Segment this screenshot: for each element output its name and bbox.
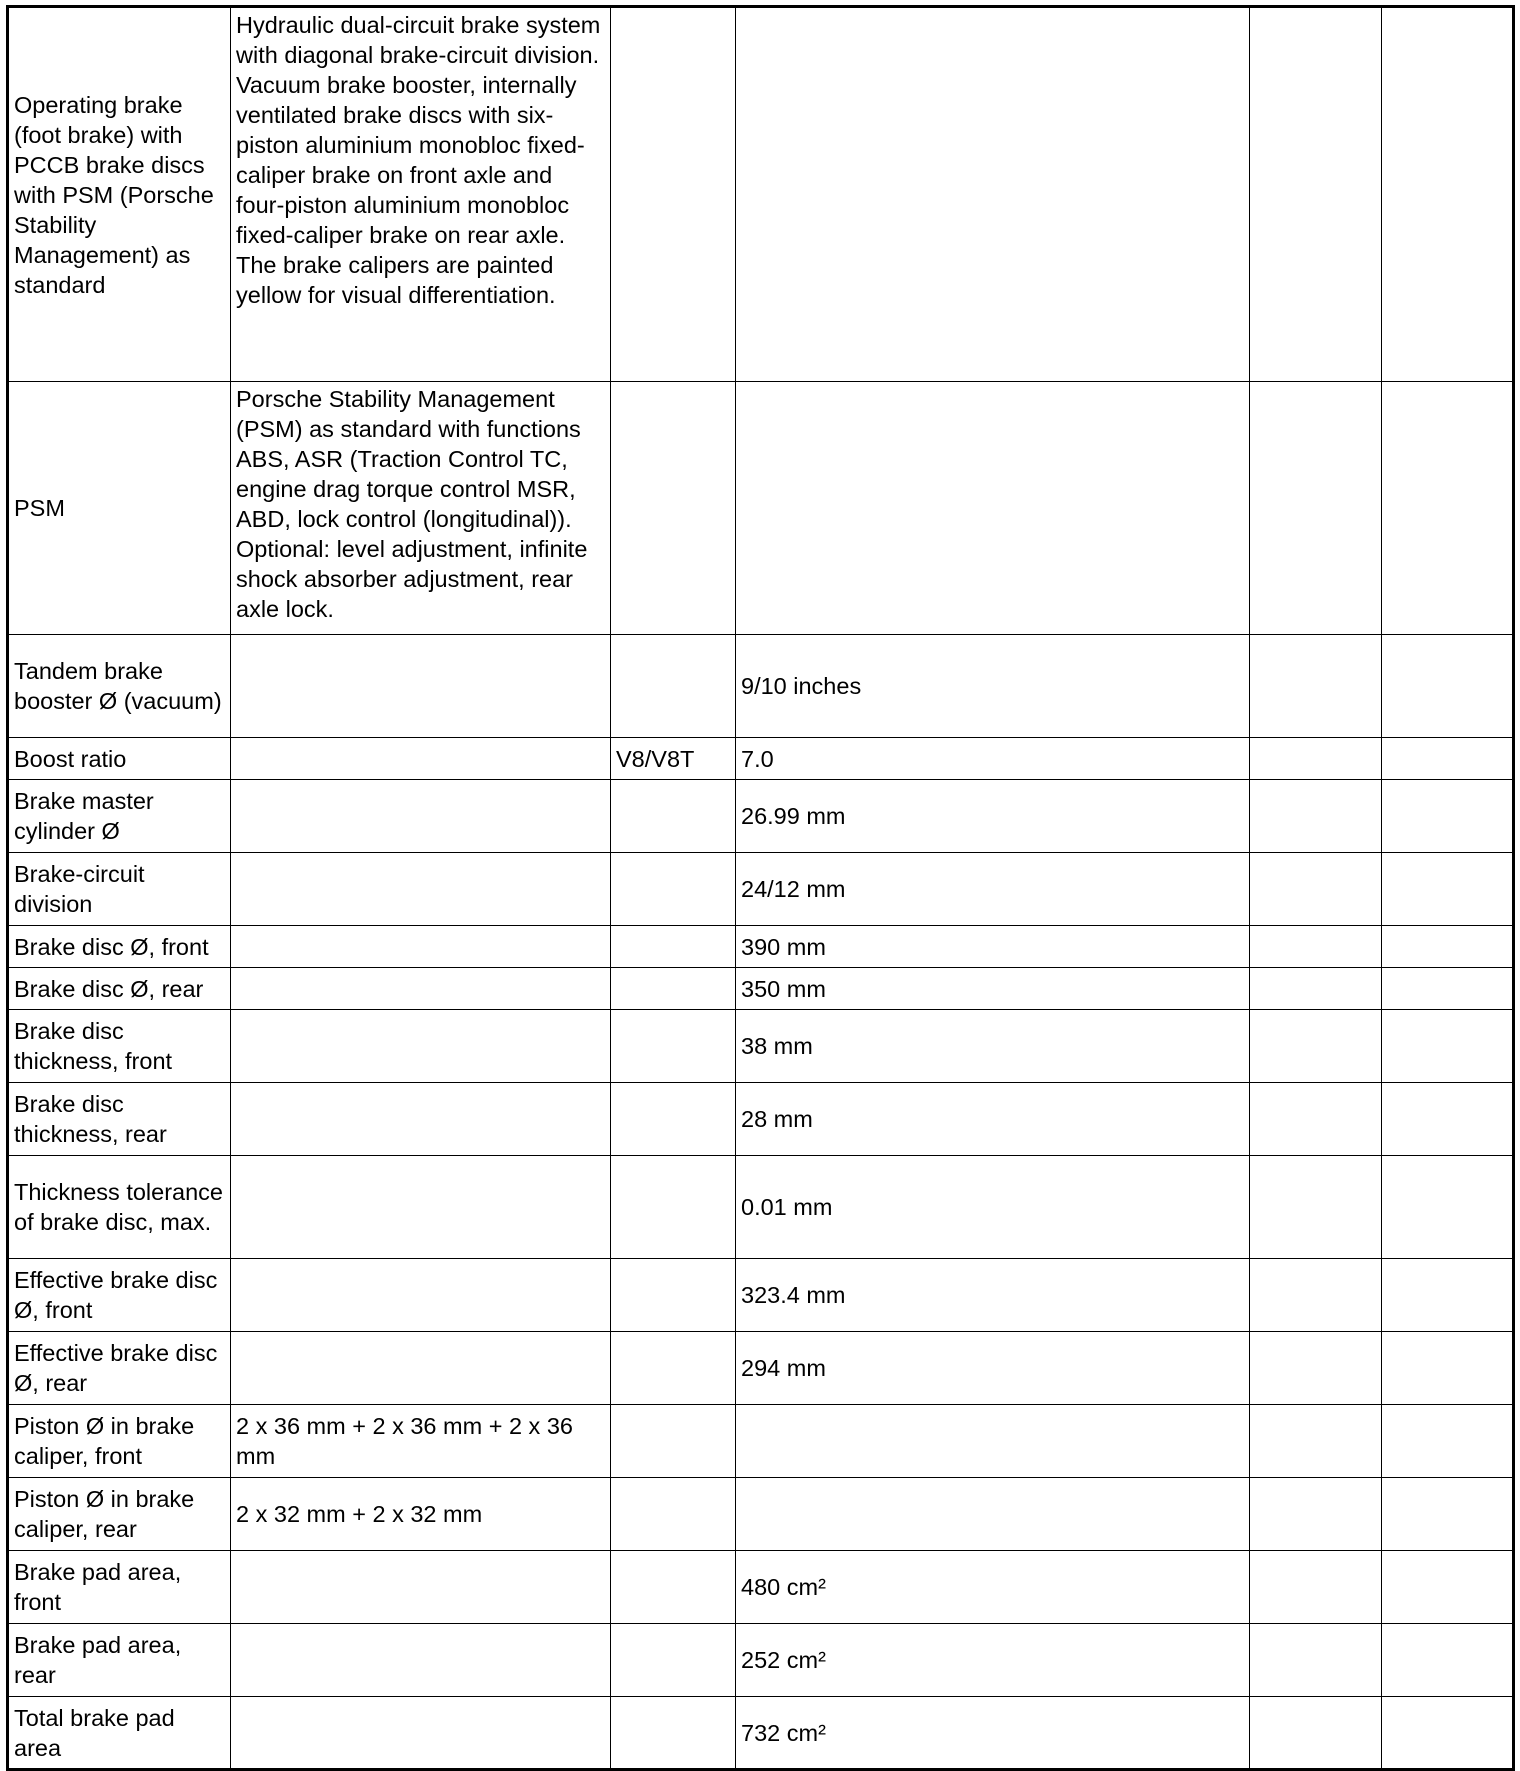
parameter-cell: PSM <box>8 382 231 635</box>
description-cell <box>231 1551 611 1624</box>
parameter-cell: Brake disc thickness, rear <box>8 1083 231 1156</box>
value-cell: 26.99 mm <box>736 780 1250 853</box>
empty-cell <box>1250 635 1382 738</box>
parameter-cell: Total brake pad area <box>8 1697 231 1770</box>
empty-cell <box>1250 1551 1382 1624</box>
table-row <box>8 738 1514 780</box>
value-cell: 38 mm <box>736 1010 1250 1083</box>
empty-cell <box>1250 780 1382 853</box>
empty-cell <box>1382 1551 1514 1624</box>
empty-cell <box>1382 1624 1514 1697</box>
parameter-cell: Boost ratio <box>8 738 231 780</box>
table-row <box>8 1332 1514 1405</box>
engine-cell <box>611 1624 736 1697</box>
table-row <box>8 968 1514 1010</box>
empty-cell <box>1382 968 1514 1010</box>
empty-cell <box>1250 1478 1382 1551</box>
parameter-cell: Brake disc Ø, front <box>8 926 231 968</box>
value-cell: 0.01 mm <box>736 1156 1250 1259</box>
table-row <box>8 780 1514 853</box>
parameter-cell: Brake pad area, rear <box>8 1624 231 1697</box>
description-cell: Hydraulic dual-circuit brake system with diagonal brake-circuit division. Vacuum brake booster, internally ventilated brake discs with six-piston aluminium monobloc fixed-caliper brake on front axle and four-piston aluminium monobloc fixed-caliper brake on rear axle. The brake calipers are painted yellow for visual differentiation. <box>231 7 611 382</box>
parameter-cell: Thickness tolerance of brake disc, max. <box>8 1156 231 1259</box>
table-row <box>8 853 1514 926</box>
table-row <box>8 382 1514 635</box>
value-cell: 7.0 <box>736 738 1250 780</box>
empty-cell <box>1250 1624 1382 1697</box>
empty-cell <box>1250 926 1382 968</box>
empty-cell <box>1382 780 1514 853</box>
parameter-cell: Operating brake (foot brake) with PCCB brake discs with PSM (Porsche Stability Management) as standard <box>8 7 231 382</box>
description-cell <box>231 1697 611 1770</box>
empty-cell <box>1382 7 1514 382</box>
description-cell <box>231 1156 611 1259</box>
value-cell: 294 mm <box>736 1332 1250 1405</box>
parameter-cell: Brake-circuit division <box>8 853 231 926</box>
empty-cell <box>1382 1083 1514 1156</box>
empty-cell <box>1382 1697 1514 1770</box>
value-cell: 28 mm <box>736 1083 1250 1156</box>
value-cell <box>736 7 1250 382</box>
empty-cell <box>1250 1010 1382 1083</box>
engine-cell <box>611 853 736 926</box>
engine-cell <box>611 1405 736 1478</box>
empty-cell <box>1382 1405 1514 1478</box>
parameter-cell: Brake disc Ø, rear <box>8 968 231 1010</box>
empty-cell <box>1250 382 1382 635</box>
table-row <box>8 926 1514 968</box>
value-cell: 9/10 inches <box>736 635 1250 738</box>
value-cell: 732 cm² <box>736 1697 1250 1770</box>
engine-cell <box>611 1259 736 1332</box>
parameter-cell: Brake pad area, front <box>8 1551 231 1624</box>
empty-cell <box>1382 1478 1514 1551</box>
empty-cell <box>1250 1156 1382 1259</box>
description-cell <box>231 1332 611 1405</box>
description-cell: Porsche Stability Management (PSM) as standard with functions ABS, ASR (Traction Control TC, engine drag torque control MSR, ABD, lock control (longitudinal)). Optional: level adjustment, infinite shock absorber adjustment, rear axle lock. <box>231 382 611 635</box>
engine-cell <box>611 780 736 853</box>
description-cell <box>231 635 611 738</box>
empty-cell <box>1250 853 1382 926</box>
empty-cell <box>1382 926 1514 968</box>
empty-cell <box>1382 1332 1514 1405</box>
table-row <box>8 1697 1514 1770</box>
description-cell: 2 x 36 mm + 2 x 36 mm + 2 x 36 mm <box>231 1405 611 1478</box>
engine-cell <box>611 1156 736 1259</box>
parameter-cell: Effective brake disc Ø, front <box>8 1259 231 1332</box>
table-row <box>8 1259 1514 1332</box>
engine-cell <box>611 1083 736 1156</box>
table-row <box>8 635 1514 738</box>
description-cell <box>231 738 611 780</box>
empty-cell <box>1250 7 1382 382</box>
table-row <box>8 1624 1514 1697</box>
description-cell <box>231 1259 611 1332</box>
description-cell <box>231 1083 611 1156</box>
empty-cell <box>1250 1332 1382 1405</box>
engine-cell <box>611 1697 736 1770</box>
parameter-cell: Effective brake disc Ø, rear <box>8 1332 231 1405</box>
empty-cell <box>1382 1156 1514 1259</box>
parameter-cell: Piston Ø in brake caliper, rear <box>8 1478 231 1551</box>
description-cell: 2 x 32 mm + 2 x 32 mm <box>231 1478 611 1551</box>
engine-cell <box>611 926 736 968</box>
value-cell: 323.4 mm <box>736 1259 1250 1332</box>
table-row <box>8 1156 1514 1259</box>
value-cell: 480 cm² <box>736 1551 1250 1624</box>
parameter-cell: Brake master cylinder Ø <box>8 780 231 853</box>
empty-cell <box>1382 382 1514 635</box>
empty-cell <box>1250 1697 1382 1770</box>
table-row <box>8 1010 1514 1083</box>
value-cell <box>736 1405 1250 1478</box>
description-cell <box>231 1010 611 1083</box>
description-cell <box>231 780 611 853</box>
table-row <box>8 1478 1514 1551</box>
value-cell: 390 mm <box>736 926 1250 968</box>
engine-cell <box>611 7 736 382</box>
empty-cell <box>1382 1010 1514 1083</box>
table-row <box>8 1551 1514 1624</box>
empty-cell <box>1250 1083 1382 1156</box>
engine-cell <box>611 968 736 1010</box>
empty-cell <box>1250 968 1382 1010</box>
empty-cell <box>1382 853 1514 926</box>
engine-cell <box>611 1551 736 1624</box>
value-cell: 252 cm² <box>736 1624 1250 1697</box>
description-cell <box>231 968 611 1010</box>
table-row <box>8 7 1514 382</box>
brake-spec-table <box>6 5 1515 1771</box>
empty-cell <box>1250 1405 1382 1478</box>
engine-cell <box>611 382 736 635</box>
table-row <box>8 1405 1514 1478</box>
parameter-cell: Brake disc thickness, front <box>8 1010 231 1083</box>
engine-cell <box>611 1332 736 1405</box>
parameter-cell: Piston Ø in brake caliper, front <box>8 1405 231 1478</box>
description-cell <box>231 926 611 968</box>
parameter-cell: Tandem brake booster Ø (vacuum) <box>8 635 231 738</box>
description-cell <box>231 853 611 926</box>
value-cell <box>736 382 1250 635</box>
engine-cell <box>611 1010 736 1083</box>
value-cell: 24/12 mm <box>736 853 1250 926</box>
empty-cell <box>1382 1259 1514 1332</box>
description-cell <box>231 1624 611 1697</box>
engine-cell: V8/V8T <box>611 738 736 780</box>
engine-cell <box>611 635 736 738</box>
engine-cell <box>611 1478 736 1551</box>
empty-cell <box>1382 635 1514 738</box>
empty-cell <box>1382 738 1514 780</box>
table-row <box>8 1083 1514 1156</box>
empty-cell <box>1250 738 1382 780</box>
empty-cell <box>1250 1259 1382 1332</box>
value-cell: 350 mm <box>736 968 1250 1010</box>
value-cell <box>736 1478 1250 1551</box>
